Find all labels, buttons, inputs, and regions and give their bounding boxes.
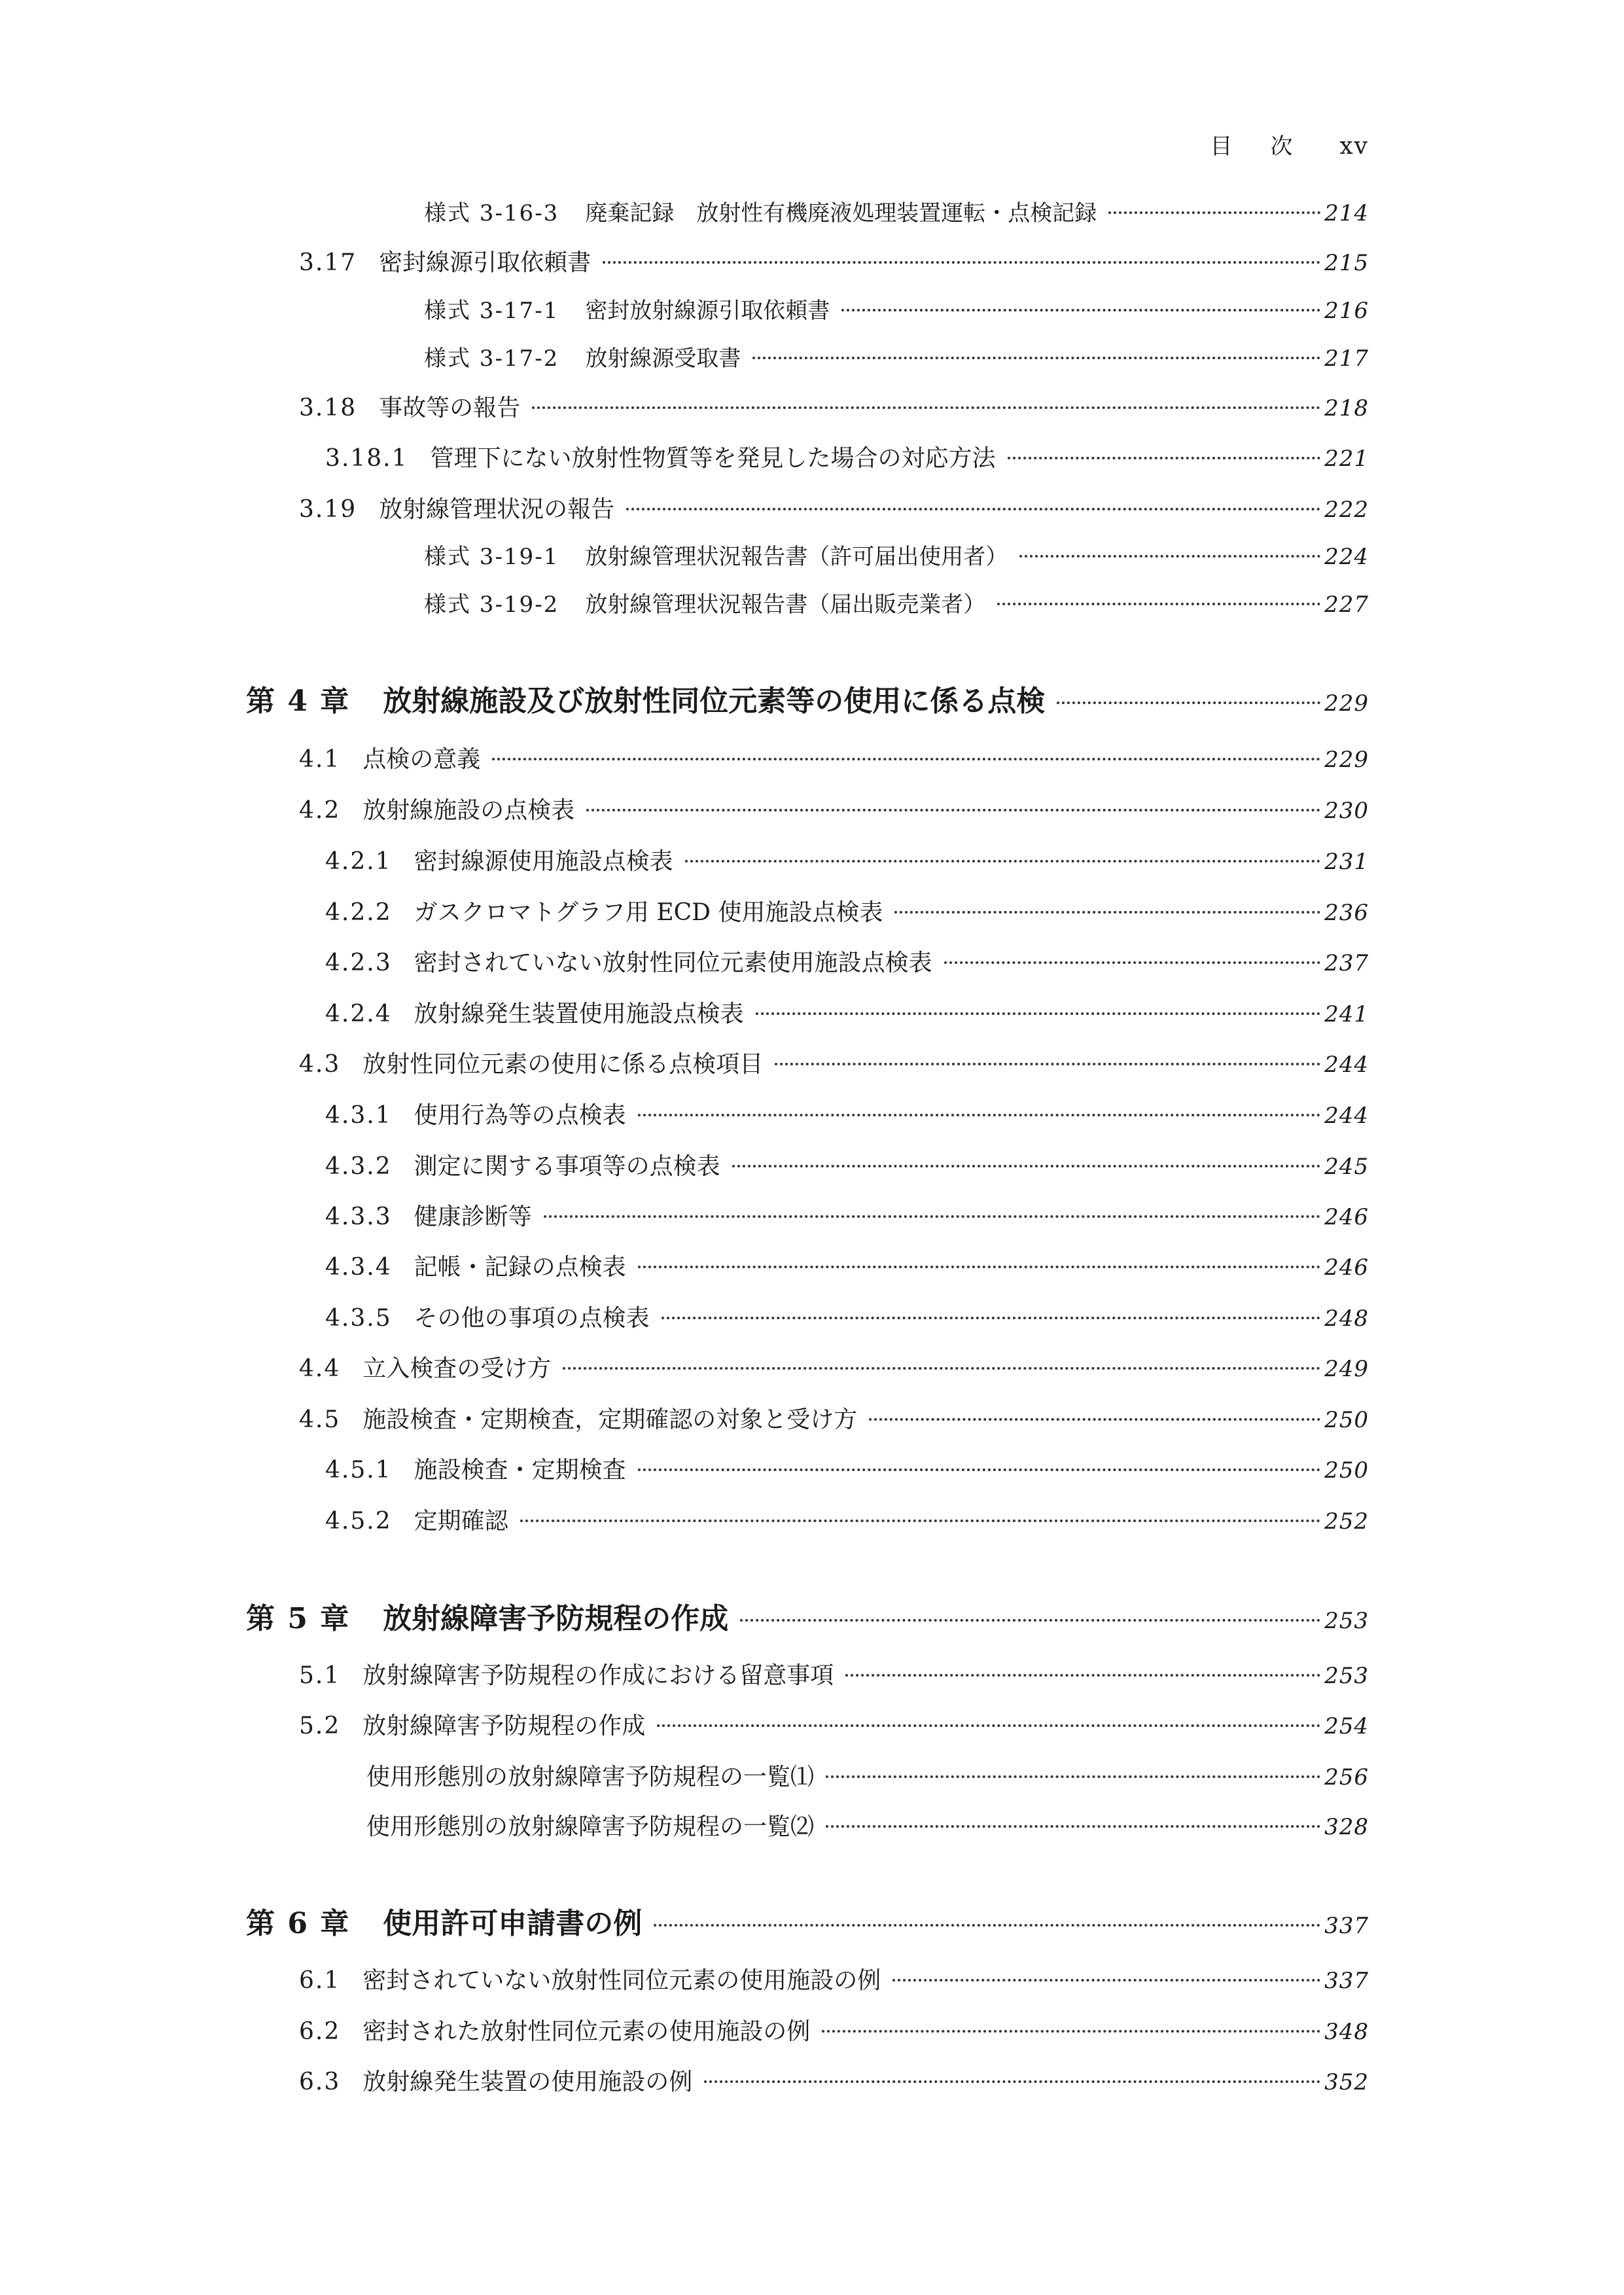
toc-entry-title: 管理下にない放射性物質等を発見した場合の対応方法 xyxy=(430,445,996,472)
toc-entry-number: 第 4 章 xyxy=(246,685,351,718)
dot-leader xyxy=(532,406,1320,409)
toc-entry[interactable] xyxy=(325,944,1369,984)
toc-entry[interactable] xyxy=(299,244,1369,283)
toc-entry-page: 250 xyxy=(1324,1407,1369,1433)
dot-leader xyxy=(638,1114,1320,1116)
dot-leader xyxy=(822,2030,1320,2033)
toc-entry[interactable] xyxy=(299,1046,1369,1085)
dot-leader xyxy=(826,1775,1320,1778)
dot-leader xyxy=(657,1724,1320,1727)
toc-entry[interactable] xyxy=(299,1350,1369,1389)
toc-entry-number: 4.2.4 xyxy=(325,1001,392,1027)
toc-entry[interactable] xyxy=(424,195,1369,234)
toc-entry[interactable] xyxy=(325,1249,1369,1288)
toc-entry[interactable] xyxy=(299,1657,1369,1696)
dot-leader xyxy=(756,1012,1320,1015)
toc-entry-number: 4.3.4 xyxy=(325,1254,392,1281)
dot-leader xyxy=(563,1367,1320,1370)
toc-entry-page: 337 xyxy=(1324,1913,1369,1939)
dot-leader xyxy=(586,809,1320,811)
toc-entry[interactable] xyxy=(366,1758,1369,1798)
toc-entry[interactable] xyxy=(325,894,1369,933)
toc-entry-number: 3.18 xyxy=(299,395,357,421)
toc-entry-number: 第 5 章 xyxy=(246,1602,351,1635)
toc-entry-number: 様式 3-17-2 xyxy=(424,346,559,372)
toc-entry-title: 放射線管理状況の報告 xyxy=(379,496,615,523)
toc-entry-title: 密封された放射性同位元素の使用施設の例 xyxy=(362,2018,811,2045)
toc-entry[interactable] xyxy=(424,293,1369,332)
dot-leader xyxy=(894,911,1320,914)
toc-entry-page: 244 xyxy=(1324,1103,1369,1129)
toc-entry-number: 3.17 xyxy=(299,249,357,276)
toc-entry-page: 248 xyxy=(1324,1306,1369,1332)
toc-entry-page: 237 xyxy=(1324,950,1369,976)
header-page-numeral: xv xyxy=(1339,133,1369,160)
toc-entry-title: 放射線施設及び放射性同位元素等の使用に係る点検 xyxy=(383,685,1046,718)
toc-entry-page: 246 xyxy=(1324,1204,1369,1230)
toc-entry-page: 229 xyxy=(1324,747,1369,773)
toc-entry-title: 密封線源使用施設点検表 xyxy=(414,848,673,875)
toc-entry-page: 231 xyxy=(1324,849,1369,875)
toc-entry-number: 4.5.2 xyxy=(325,1508,392,1535)
toc-entry-title: 使用許可申請書の例 xyxy=(383,1907,643,1940)
toc-entry-title: 施設検査・定期検査 xyxy=(414,1457,626,1484)
toc-entry-number: 4.3.2 xyxy=(325,1153,392,1180)
toc-entry-number: 様式 3-19-2 xyxy=(424,592,559,618)
dot-leader xyxy=(685,860,1320,863)
toc-entry[interactable] xyxy=(325,1503,1369,1542)
toc-entry-title: 放射線発生装置使用施設点検表 xyxy=(414,1001,744,1027)
toc-entry-number: 4.2 xyxy=(299,797,341,824)
toc-entry-number: 様式 3-16-3 xyxy=(424,200,559,226)
dot-leader xyxy=(1108,211,1320,214)
toc-entry-title: 密封線源引取依頼書 xyxy=(379,249,591,276)
dot-leader xyxy=(492,758,1320,760)
toc-entry-page: 218 xyxy=(1324,395,1369,421)
dot-leader xyxy=(544,1215,1320,1218)
toc-entry-number: 4.2.2 xyxy=(325,899,392,926)
toc-entry[interactable] xyxy=(325,1097,1369,1136)
toc-entry-page: 249 xyxy=(1324,1356,1369,1382)
toc-entry-title: 使用形態別の放射線障害予防規程の一覧⑵ xyxy=(366,1813,815,1840)
toc-entry-number: 4.3 xyxy=(299,1051,341,1078)
toc-entry-page: 244 xyxy=(1324,1052,1369,1078)
dot-leader xyxy=(654,1924,1320,1927)
toc-entry-number: 6.2 xyxy=(299,2018,341,2045)
dot-leader xyxy=(740,1619,1320,1622)
toc-entry[interactable] xyxy=(424,539,1369,578)
toc-entry-title: 放射線施設の点検表 xyxy=(362,797,575,824)
toc-entry-page: 352 xyxy=(1324,2069,1369,2095)
toc-entry-page: 256 xyxy=(1324,1764,1369,1790)
toc-entry-page: 241 xyxy=(1324,1001,1369,1027)
toc-entry-page: 229 xyxy=(1324,690,1369,717)
toc-entry-title: 測定に関する事項等の点検表 xyxy=(414,1153,720,1180)
toc-entry[interactable] xyxy=(366,1808,1369,1847)
toc-entry[interactable] xyxy=(299,2013,1369,2052)
toc-entry-page: 246 xyxy=(1324,1254,1369,1281)
header-label-1: 目 xyxy=(1210,133,1234,160)
dot-leader xyxy=(775,1063,1320,1065)
toc-entry-number: 4.4 xyxy=(299,1355,341,1382)
toc-entry[interactable] xyxy=(299,792,1369,831)
toc-entry-page: 254 xyxy=(1324,1713,1369,1739)
toc-entry[interactable] xyxy=(299,1707,1369,1747)
toc-entry-number: 3.19 xyxy=(299,496,357,523)
toc-entry-number: 4.2.3 xyxy=(325,950,392,976)
running-header xyxy=(1210,128,1369,160)
toc-entry[interactable] xyxy=(424,340,1369,380)
toc-entry-title: 使用行為等の点検表 xyxy=(414,1102,626,1129)
dot-leader xyxy=(603,261,1320,264)
toc-entry-page: 250 xyxy=(1324,1457,1369,1484)
toc-entry-page: 221 xyxy=(1324,446,1369,472)
toc-entry-title: 放射線発生装置の使用施設の例 xyxy=(362,2069,693,2095)
dot-leader xyxy=(1008,457,1321,459)
toc-entry-number: 様式 3-17-1 xyxy=(424,298,559,324)
toc-entry-title: 密封放射線源引取依頼書 xyxy=(585,298,830,324)
toc-entry-title: 使用形態別の放射線障害予防規程の一覧⑴ xyxy=(366,1764,815,1790)
toc-entry-number: 4.5.1 xyxy=(325,1457,392,1484)
dot-leader xyxy=(841,309,1320,311)
toc-entry[interactable] xyxy=(325,440,1369,479)
toc-entry-number: 4.3.5 xyxy=(325,1305,392,1332)
toc-entry[interactable] xyxy=(299,389,1369,429)
toc-entry-title: 密封されていない放射性同位元素の使用施設の例 xyxy=(362,1967,881,1994)
toc-entry-number: 5.1 xyxy=(299,1662,341,1689)
toc-entry-page: 222 xyxy=(1324,497,1369,523)
toc-entry-title: 放射線管理状況報告書（許可届出使用者） xyxy=(585,544,1008,570)
toc-entry[interactable] xyxy=(325,995,1369,1035)
toc-entry-number: 4.5 xyxy=(299,1406,341,1433)
dot-leader xyxy=(1019,555,1320,558)
dot-leader xyxy=(944,961,1320,964)
toc-entry-title: 記帳・記録の点検表 xyxy=(414,1254,626,1281)
toc-entry[interactable] xyxy=(424,586,1369,626)
toc-entry-title: 施設検査・定期検査，定期確認の対象と受け方 xyxy=(362,1406,858,1433)
toc-entry-page: 337 xyxy=(1324,1968,1369,1994)
toc-entry-number: 第 6 章 xyxy=(246,1907,351,1940)
toc-entry-title: 定期確認 xyxy=(414,1508,508,1535)
toc-entry-page: 253 xyxy=(1324,1608,1369,1634)
toc-entry-title: 放射性同位元素の使用に係る点検項目 xyxy=(362,1051,764,1078)
toc-entry[interactable] xyxy=(325,1198,1369,1237)
dot-leader xyxy=(732,1165,1320,1167)
toc-entry-title: その他の事項の点検表 xyxy=(414,1305,650,1332)
toc-entry-title: 密封されていない放射性同位元素使用施設点検表 xyxy=(414,950,932,976)
dot-leader xyxy=(826,1825,1320,1828)
toc-entry-title: 廃棄記録 放射性有機廃液処理装置運転・点検記録 xyxy=(585,200,1097,226)
toc-entry[interactable] xyxy=(325,1300,1369,1339)
dot-leader xyxy=(892,1979,1320,1982)
dot-leader xyxy=(1057,702,1320,704)
dot-leader xyxy=(626,508,1320,510)
toc-entry[interactable] xyxy=(325,1451,1369,1491)
toc-entry-page: 252 xyxy=(1324,1508,1369,1535)
toc-entry-page: 224 xyxy=(1324,544,1369,570)
toc-entry[interactable] xyxy=(325,1148,1369,1187)
toc-entry[interactable] xyxy=(299,491,1369,530)
toc-entry-number: 5.2 xyxy=(299,1713,341,1739)
toc-entry-number: 6.3 xyxy=(299,2069,341,2095)
dot-leader xyxy=(704,2080,1320,2083)
toc-entry-title: ガスクロマトグラフ用 ECD 使用施設点検表 xyxy=(414,899,883,926)
toc-entry-title: 立入検査の受け方 xyxy=(362,1355,552,1382)
toc-entry[interactable] xyxy=(299,2063,1369,2103)
toc-entry-page: 215 xyxy=(1324,250,1369,276)
toc-entry-page: 217 xyxy=(1324,346,1369,372)
toc-entry-number: 3.18.1 xyxy=(325,445,408,472)
toc-entry-title: 健康診断等 xyxy=(414,1203,532,1230)
toc-entry[interactable] xyxy=(299,741,1369,780)
toc-entry-page: 216 xyxy=(1324,298,1369,324)
dot-leader xyxy=(662,1317,1320,1319)
toc-entry-number: 6.1 xyxy=(299,1967,341,1994)
toc-entry[interactable] xyxy=(325,843,1369,882)
toc-entry-title: 放射線管理状況報告書（届出販売業者） xyxy=(585,592,986,618)
toc-entry-page: 230 xyxy=(1324,798,1369,824)
toc-entry-number: 4.2.1 xyxy=(325,848,392,875)
dot-leader xyxy=(845,1674,1320,1677)
toc-entry[interactable] xyxy=(299,1401,1369,1440)
toc-entry[interactable] xyxy=(246,677,1369,717)
toc-entry-page: 253 xyxy=(1324,1663,1369,1689)
toc-entry-page: 328 xyxy=(1324,1814,1369,1840)
toc-entry-page: 236 xyxy=(1324,900,1369,926)
dot-leader xyxy=(638,1266,1320,1268)
toc-entry-number: 4.3.3 xyxy=(325,1203,392,1230)
header-section-title xyxy=(1210,133,1294,160)
toc-entry-page: 245 xyxy=(1324,1154,1369,1180)
toc-entry-page: 348 xyxy=(1324,2019,1369,2045)
toc-entry[interactable] xyxy=(246,1595,1369,1634)
toc-entry[interactable] xyxy=(246,1900,1369,1939)
dot-leader xyxy=(638,1468,1320,1471)
header-label-2: 次 xyxy=(1270,133,1294,160)
toc-entry-number: 4.1 xyxy=(299,746,341,773)
dot-leader xyxy=(752,357,1320,359)
dot-leader xyxy=(520,1520,1320,1522)
toc-entry-title: 放射線源受取書 xyxy=(585,346,741,372)
toc-entry-title: 放射線障害予防規程の作成 xyxy=(383,1602,729,1635)
toc-entry-number: 4.3.1 xyxy=(325,1102,392,1129)
toc-entry-page: 214 xyxy=(1324,200,1369,226)
dot-leader xyxy=(997,603,1320,605)
dot-leader xyxy=(869,1418,1320,1421)
toc-entry-title: 事故等の報告 xyxy=(379,395,521,421)
toc-entry[interactable] xyxy=(299,1962,1369,2001)
toc-entry-title: 点検の意義 xyxy=(362,746,481,773)
toc-entry-title: 放射線障害予防規程の作成 xyxy=(362,1713,646,1739)
toc-entry-title: 放射線障害予防規程の作成における留意事項 xyxy=(362,1662,834,1689)
toc-entry-page: 227 xyxy=(1324,592,1369,618)
toc-entry-number: 様式 3-19-1 xyxy=(424,544,559,570)
